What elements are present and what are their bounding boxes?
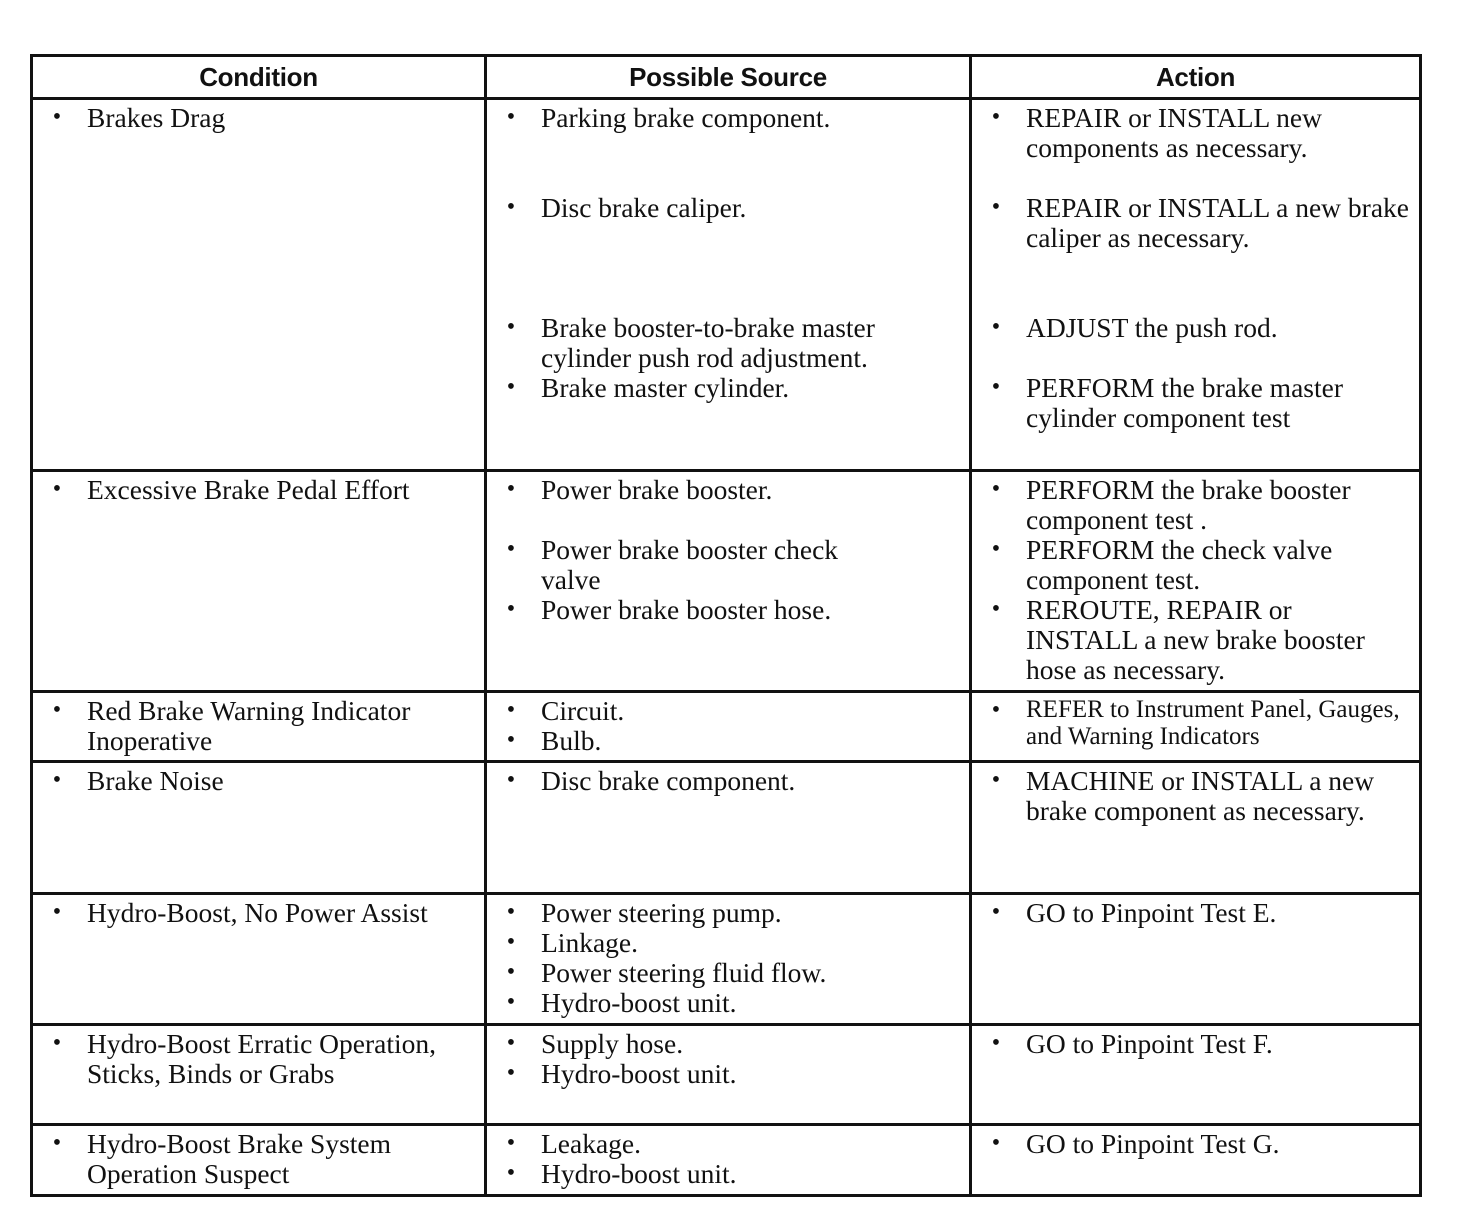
source-item xyxy=(487,595,959,625)
source-text: Power brake booster. xyxy=(541,474,773,505)
bullet-icon: • xyxy=(506,314,516,340)
condition-text: Hydro-Boost Brake System Operation Suspect xyxy=(87,1128,392,1189)
table-row xyxy=(33,760,1419,892)
action-cell xyxy=(969,763,1419,892)
source-item xyxy=(487,313,959,373)
source-text: Brake booster-to-brake master cylinder push rod adjustment. xyxy=(541,312,875,373)
action-text: GO to Pinpoint Test F. xyxy=(1026,1028,1273,1059)
bullet-icon: • xyxy=(991,374,1001,400)
source-text: Power brake booster hose. xyxy=(541,594,832,625)
bullet-icon: • xyxy=(991,536,1001,562)
bullet-icon: • xyxy=(506,536,516,562)
bullet-icon: • xyxy=(52,767,62,793)
bullet-icon: • xyxy=(52,899,62,925)
condition-text: Hydro-Boost Erratic Operation, Sticks, Binds or Grabs xyxy=(87,1028,437,1089)
condition-text: Excessive Brake Pedal Effort xyxy=(87,474,410,505)
source-item xyxy=(487,1129,959,1159)
bullet-icon: • xyxy=(991,476,1001,502)
action-text: PERFORM the check valve component test. xyxy=(1026,534,1333,595)
source-text: Leakage. xyxy=(541,1128,641,1159)
action-item xyxy=(972,373,1409,433)
source-item xyxy=(487,696,959,726)
condition-item xyxy=(33,766,474,796)
bullet-icon: • xyxy=(506,697,516,723)
source-cell xyxy=(484,763,969,892)
condition-item xyxy=(33,898,474,928)
header-action: Action xyxy=(969,57,1419,97)
action-item xyxy=(972,535,1409,595)
table-row xyxy=(33,97,1419,469)
bullet-icon: • xyxy=(506,476,516,502)
condition-text: Hydro-Boost, No Power Assist xyxy=(87,897,428,928)
source-text: Linkage. xyxy=(541,927,638,958)
action-text: REFER to Instrument Panel, Gauges, and Warning Indicators xyxy=(1026,696,1400,750)
action-item xyxy=(972,313,1409,343)
source-item xyxy=(487,958,959,988)
action-text: REPAIR or INSTALL new components as necessary. xyxy=(1026,102,1322,163)
source-item xyxy=(487,726,959,756)
table-row xyxy=(33,1023,1419,1123)
action-cell xyxy=(969,1026,1419,1123)
action-cell xyxy=(969,693,1419,760)
table-row xyxy=(33,892,1419,1023)
action-item xyxy=(972,595,1409,685)
action-item xyxy=(972,898,1409,928)
action-cell xyxy=(969,1126,1419,1194)
condition-cell xyxy=(33,1026,484,1123)
source-item xyxy=(487,103,959,133)
source-cell xyxy=(484,472,969,690)
source-text: Disc brake component. xyxy=(541,765,796,796)
condition-cell xyxy=(33,100,484,469)
source-cell xyxy=(484,1126,969,1194)
bullet-icon: • xyxy=(991,1030,1001,1056)
source-text: Hydro-boost unit. xyxy=(541,1158,737,1189)
source-text: Supply hose. xyxy=(541,1028,684,1059)
bullet-icon: • xyxy=(506,374,516,400)
bullet-icon: • xyxy=(506,1060,516,1086)
condition-item xyxy=(33,475,474,505)
bullet-icon: • xyxy=(506,596,516,622)
source-text: Circuit. xyxy=(541,695,625,726)
action-text: REROUTE, REPAIR or INSTALL a new brake booster hose as necessary. xyxy=(1026,594,1365,685)
action-text: REPAIR or INSTALL a new brake caliper as necessary. xyxy=(1026,192,1409,253)
source-item xyxy=(487,766,959,796)
bullet-icon: • xyxy=(52,1130,62,1156)
action-item xyxy=(972,766,1409,826)
condition-item xyxy=(33,1029,474,1089)
condition-cell xyxy=(33,1126,484,1194)
source-item xyxy=(487,193,959,223)
bullet-icon: • xyxy=(991,1130,1001,1156)
action-item xyxy=(972,193,1409,253)
header-condition: Condition xyxy=(199,62,318,92)
header-possible-source: Possible Source xyxy=(484,57,969,97)
bullet-icon: • xyxy=(52,476,62,502)
bullet-icon: • xyxy=(991,697,1001,723)
action-text: PERFORM the brake master cylinder component test xyxy=(1026,372,1343,433)
condition-cell xyxy=(33,693,484,760)
condition-text: Brakes Drag xyxy=(87,102,226,133)
bullet-icon: • xyxy=(506,1160,516,1186)
bullet-icon: • xyxy=(506,194,516,220)
condition-cell xyxy=(33,895,484,1023)
bullet-icon: • xyxy=(52,697,62,723)
action-text: MACHINE or INSTALL a new brake component as necessary. xyxy=(1026,765,1375,826)
bullet-icon: • xyxy=(52,1030,62,1056)
source-item xyxy=(487,928,959,958)
action-item xyxy=(972,696,1409,750)
bullet-icon: • xyxy=(991,767,1001,793)
condition-cell xyxy=(33,472,484,690)
bullet-icon: • xyxy=(506,989,516,1015)
table-row xyxy=(33,690,1419,760)
action-item xyxy=(972,1029,1409,1059)
bullet-icon: • xyxy=(506,767,516,793)
table-row xyxy=(33,469,1419,690)
source-text: Power steering pump. xyxy=(541,897,782,928)
source-item xyxy=(487,475,959,505)
bullet-icon: • xyxy=(991,104,1001,130)
action-text: ADJUST the push rod. xyxy=(1026,312,1278,343)
source-item xyxy=(487,898,959,928)
source-cell xyxy=(484,1026,969,1123)
source-text: Power steering fluid flow. xyxy=(541,957,827,988)
bullet-icon: • xyxy=(506,1030,516,1056)
action-cell xyxy=(969,895,1419,1023)
source-cell xyxy=(484,100,969,469)
action-text: PERFORM the brake booster component test . xyxy=(1026,474,1351,535)
source-item xyxy=(487,373,959,403)
condition-item xyxy=(33,103,474,133)
action-item xyxy=(972,103,1409,163)
bullet-icon: • xyxy=(52,104,62,130)
source-cell xyxy=(484,895,969,1023)
bullet-icon: • xyxy=(991,899,1001,925)
action-item xyxy=(972,475,1409,535)
action-cell xyxy=(969,100,1419,469)
table-header-row xyxy=(33,57,1419,97)
diagnosis-table xyxy=(30,54,1422,1197)
bullet-icon: • xyxy=(506,899,516,925)
bullet-icon: • xyxy=(506,959,516,985)
source-item xyxy=(487,1029,959,1059)
source-text: Hydro-boost unit. xyxy=(541,987,737,1018)
action-text: GO to Pinpoint Test G. xyxy=(1026,1128,1280,1159)
bullet-icon: • xyxy=(991,194,1001,220)
source-item xyxy=(487,535,959,595)
source-cell xyxy=(484,693,969,760)
condition-text: Brake Noise xyxy=(87,765,224,796)
action-item xyxy=(972,1129,1409,1159)
bullet-icon: • xyxy=(991,596,1001,622)
bullet-icon: • xyxy=(506,727,516,753)
source-item xyxy=(487,988,959,1018)
action-cell xyxy=(969,472,1419,690)
action-text: GO to Pinpoint Test E. xyxy=(1026,897,1277,928)
bullet-icon: • xyxy=(506,1130,516,1156)
source-item xyxy=(487,1159,959,1189)
condition-cell xyxy=(33,763,484,892)
condition-text: Red Brake Warning Indicator Inoperative xyxy=(87,695,411,756)
source-text: Disc brake caliper. xyxy=(541,192,747,223)
source-text: Bulb. xyxy=(541,725,602,756)
source-text: Parking brake component. xyxy=(541,102,831,133)
bullet-icon: • xyxy=(506,929,516,955)
source-text: Brake master cylinder. xyxy=(541,372,790,403)
source-item xyxy=(487,1059,959,1089)
table-row xyxy=(33,1123,1419,1194)
condition-item xyxy=(33,696,474,756)
bullet-icon: • xyxy=(991,314,1001,340)
bullet-icon: • xyxy=(506,104,516,130)
source-text: Hydro-boost unit. xyxy=(541,1058,737,1089)
condition-item xyxy=(33,1129,474,1189)
source-text: Power brake booster check valve xyxy=(541,534,839,595)
